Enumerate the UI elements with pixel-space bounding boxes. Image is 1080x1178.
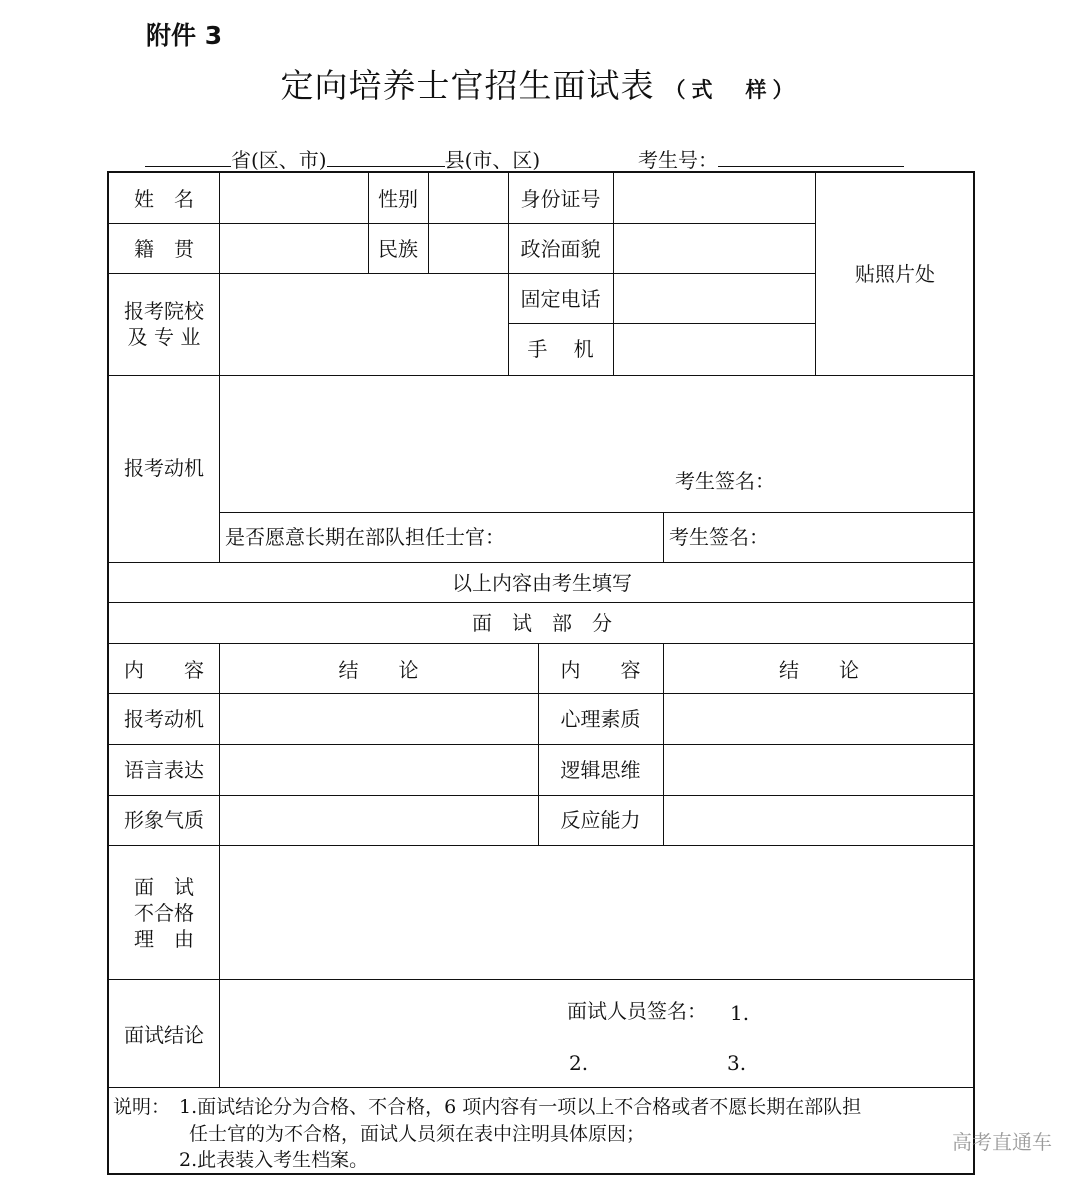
exam-no-blank[interactable] bbox=[718, 146, 904, 167]
notes-line2: 任士官的为不合格，面试人员须在表中注明具体原因； bbox=[189, 1123, 646, 1145]
item-motivation: 报考动机 bbox=[124, 707, 204, 731]
conclusion-label: 面试结论 bbox=[124, 1023, 204, 1047]
content-header-left: 内 容 bbox=[124, 658, 204, 682]
province-suffix: 省(区、市) bbox=[231, 148, 327, 172]
form-title: 定向培养士官招生面试表 bbox=[280, 66, 655, 105]
gender-label: 性别 bbox=[378, 187, 418, 211]
watermark: 高考直通车 bbox=[952, 1130, 1052, 1154]
name-label: 姓 名 bbox=[134, 187, 194, 211]
interviewer-3-number: 3. bbox=[727, 1051, 747, 1075]
conclusion-header-right: 结 论 bbox=[779, 658, 859, 682]
item-appearance: 形象气质 bbox=[124, 808, 204, 832]
fail-reason-line1: 面 试 bbox=[134, 875, 194, 899]
native-place-label: 籍 贯 bbox=[134, 237, 194, 261]
item-psychology: 心理素质 bbox=[560, 707, 641, 731]
interviewer-2-number: 2. bbox=[569, 1051, 589, 1075]
page-title bbox=[0, 60, 1080, 107]
province-blank[interactable] bbox=[145, 146, 231, 167]
conclusion-header-left: 结 论 bbox=[338, 658, 419, 682]
item-logic: 逻辑思维 bbox=[560, 758, 641, 782]
motivation-label: 报考动机 bbox=[124, 456, 204, 480]
interview-section-title: 面 试 部 分 bbox=[472, 611, 612, 635]
mobile-label: 手 机 bbox=[527, 337, 594, 361]
motivation-signature-label: 考生签名： bbox=[675, 469, 775, 493]
interviewer-1-number: 1. bbox=[730, 1001, 750, 1025]
landline-label: 固定电话 bbox=[520, 287, 601, 311]
filled-by-candidate-note: 以上内容由考生填写 bbox=[452, 571, 632, 595]
long-term-service-label: 是否愿意长期在部队担任士官： bbox=[225, 525, 505, 549]
long-term-signature-label: 考生签名： bbox=[669, 525, 769, 549]
fail-reason-line2: 不合格 bbox=[134, 901, 194, 925]
notes-prefix: 说明： bbox=[113, 1096, 171, 1118]
school-label-line1: 报考院校 bbox=[124, 299, 204, 323]
notes-line1: 1.面试结论分为合格、不合格，6 项内容有一项以上不合格或者不愿长期在部队担 bbox=[179, 1096, 862, 1118]
interview-form bbox=[107, 171, 975, 1175]
item-language: 语言表达 bbox=[124, 758, 204, 782]
county-blank[interactable] bbox=[327, 146, 445, 167]
header-line bbox=[145, 144, 540, 173]
item-reaction: 反应能力 bbox=[560, 808, 641, 832]
id-number-label: 身份证号 bbox=[520, 187, 601, 211]
title-suffix: （式 样） bbox=[664, 77, 800, 102]
fail-reason-line3: 理 由 bbox=[134, 927, 194, 951]
political-status-label: 政治面貌 bbox=[520, 237, 601, 261]
notes-line3: 2.此表装入考生档案。 bbox=[179, 1149, 369, 1171]
exam-no-label: 考生号： bbox=[638, 148, 718, 172]
content-header-right: 内 容 bbox=[560, 658, 641, 682]
school-label-line2: 及 专 业 bbox=[127, 325, 201, 349]
ethnicity-label: 民族 bbox=[378, 237, 418, 261]
county-suffix: 县(市、区) bbox=[444, 148, 541, 172]
annex-label: 附件 3 bbox=[146, 21, 223, 50]
interviewer-sign-label: 面试人员签名： bbox=[567, 999, 707, 1023]
photo-area-label: 贴照片处 bbox=[855, 262, 935, 286]
exam-no-line bbox=[638, 144, 904, 173]
